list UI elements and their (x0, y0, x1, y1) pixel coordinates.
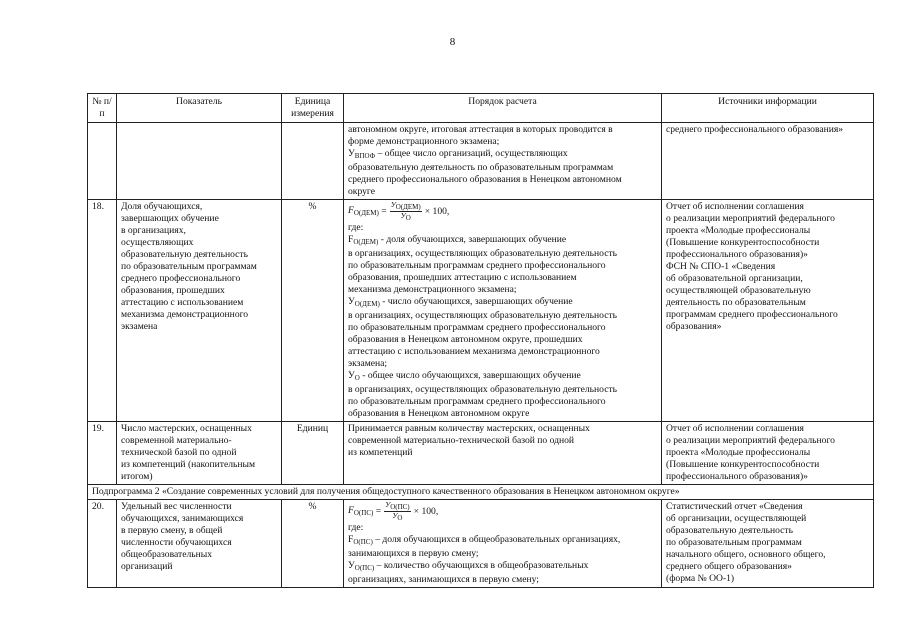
method-lines (348, 124, 657, 198)
method-lines (348, 423, 657, 459)
text-line: в организациях, (121, 225, 186, 236)
text-line: $F_{О(ПС)}$ – доля обучающихся в общеобразовательных организациях, (348, 534, 621, 546)
cell-unit: % (282, 200, 344, 422)
formula-tail: × 100, (413, 505, 439, 517)
text-line: современной материально-технической базой по одной (348, 435, 575, 446)
text-line: Отчет об исполнении соглашения (666, 201, 804, 212)
text-line: $F_{О(ДЕМ)}$ - доля обучающихся, завершающих обучение (348, 234, 567, 246)
text-line: Статистический отчет «Сведения (666, 501, 803, 512)
text-line: итогом) (121, 471, 153, 482)
text-line: ФСН № СПО-1 «Сведения (666, 261, 776, 272)
cell-indicator (117, 123, 282, 200)
text-line: (Повышение конкурентоспособности (666, 459, 820, 470)
cell-num (88, 123, 117, 200)
text-line: Удельный вес численности (121, 501, 232, 512)
header-unit: Единица измерения (282, 94, 344, 123)
text-line: по образовательным программам среднего профессионального (348, 260, 606, 271)
cell-method (344, 200, 662, 422)
text-line: среднего профессионального (121, 273, 241, 284)
text-line: образования, прошедших (121, 285, 225, 296)
text-line: общеобразовательных (121, 549, 212, 560)
header-method: Порядок расчета (344, 94, 662, 123)
text-line: $У_{О(ПС)}$ – количество обучающихся в общеобразовательных (348, 560, 589, 572)
row-number: 18. (88, 200, 117, 422)
text-line: механизма демонстрационного экзамена; (348, 284, 517, 295)
cell-method (344, 422, 662, 485)
formula (348, 201, 449, 222)
header-indicator: Показатель (117, 94, 282, 123)
table-row-20 (88, 500, 874, 588)
text-line: $У_О$ - общее число обучающихся, завершающих обучение (348, 370, 581, 382)
text-line: где: (348, 522, 364, 533)
text-line: среднего профессионального образования в Ненецком автономном (348, 174, 622, 185)
cell-sources (662, 200, 874, 422)
indicator-lines (121, 423, 277, 483)
text-line: обучающихся, занимающихся (121, 513, 244, 524)
table-header-row (88, 94, 874, 123)
table-row-19 (88, 422, 874, 485)
method-lines (348, 222, 657, 420)
equals-sign: = (373, 505, 382, 517)
text-line: по образовательным программам (666, 537, 802, 548)
text-line: по образовательным программам (121, 261, 257, 272)
text-line: аттестацию с использованием механизма демонстрационного (348, 346, 600, 357)
text-line: программам среднего профессионального (666, 309, 838, 320)
text-line: форме демонстрационного экзамена; (348, 136, 500, 147)
cell-sources (662, 422, 874, 485)
text-line: из компетенций (накопительным (121, 459, 256, 470)
text-line: Принимается равным количеству мастерских, оснащенных (348, 423, 590, 434)
text-line: Число мастерских, оснащенных (121, 423, 252, 434)
text-line: образования, прошедших аттестацию с использованием (348, 272, 577, 283)
text-line: в организациях, осуществляющих образовательную деятельность (348, 248, 618, 259)
row-number: 19. (88, 422, 117, 485)
cell-sources (662, 500, 874, 588)
method-lines (348, 522, 657, 586)
formula-fraction: $\frac{УО(ПС)}{УО}$ (385, 500, 410, 522)
text-line: организациях, занимающихся в первую смену; (348, 574, 539, 585)
text-line: проекта «Молодые профессионалы (666, 225, 811, 236)
sources-lines (666, 423, 869, 483)
row-number: 20. (88, 500, 117, 588)
formula-fraction: $\frac{\text{УО(ДЕМ)}}{УО}$ (390, 200, 421, 222)
text-line: образовательную деятельность (121, 249, 248, 260)
text-line: начального общего, основного общего, (666, 549, 826, 560)
indicators-table (87, 93, 874, 588)
cell-sources: среднего профессионального образования» (662, 123, 874, 200)
text-line: округе (348, 186, 375, 197)
text-line: образовательную деятельность по образовательным программам (348, 162, 614, 173)
text-line: Отчет об исполнении соглашения (666, 423, 804, 434)
text-line: $У_{ВПОФ}$ – общее число организаций, осуществляющих (348, 148, 568, 160)
subprogram-row (88, 485, 874, 500)
header-sources: Источники информации (662, 94, 874, 123)
subprogram-title: Подпрограмма 2 «Создание современных условий для получения общедоступного качественного образования в Ненецком автономном округе» (88, 485, 874, 500)
cell-indicator (117, 500, 282, 588)
text-line: в первую смену, в общей (121, 525, 223, 536)
sources-lines (666, 501, 869, 585)
text-line: в организациях, осуществляющих образовательную деятельность (348, 384, 618, 395)
cell-unit (282, 123, 344, 200)
text-line: (Повышение конкурентоспособности (666, 237, 820, 248)
equals-sign: = (378, 205, 387, 217)
table-row-continuation (88, 123, 874, 200)
text-line: автономном округе, итоговая аттестация в которых проводится в (348, 124, 613, 135)
table-row-18 (88, 200, 874, 422)
text-line: осуществляющей образовательную (666, 285, 811, 296)
text-line: профессионального образования)» (666, 249, 808, 260)
formula-tail: × 100, (424, 205, 450, 217)
text-line: образовательную деятельность (666, 525, 793, 536)
text-line: о реализации мероприятий федерального (666, 435, 835, 446)
text-line: численности обучающихся (121, 537, 232, 548)
text-line: образования в Ненецком автономном округе (348, 408, 530, 419)
text-line: образования» (666, 321, 722, 332)
text-line: экзамена (121, 321, 158, 332)
cell-unit: % (282, 500, 344, 588)
text-line: организаций (121, 561, 173, 572)
text-line: где: (348, 222, 364, 233)
text-line: завершающих обучение (121, 213, 219, 224)
text-line: $У_{О(ДЕМ)}$ - число обучающихся, завершающих обучение (348, 296, 573, 308)
cell-method (344, 500, 662, 588)
cell-unit: Единиц (282, 422, 344, 485)
text-line: по образовательным программам среднего профессионального (348, 322, 606, 333)
text-line: профессионального образования)» (666, 471, 808, 482)
page-number: 8 (449, 36, 456, 48)
text-line: образования в Ненецком автономном округе, прошедших (348, 334, 583, 345)
formula-lhs: $F_{О(ПС)}$ (348, 504, 374, 517)
text-line: технической базой по одной (121, 447, 237, 458)
text-line: проекта «Молодые профессионалы (666, 447, 811, 458)
cell-indicator (117, 200, 282, 422)
header-num: № п/п (88, 94, 117, 123)
text-line: (форма № ОО-1) (666, 573, 735, 584)
formula (348, 501, 438, 522)
text-line: занимающихся в первую смену; (348, 548, 479, 559)
formula-lhs: $F_{О(ДЕМ)}$ (348, 204, 379, 217)
text-line: экзамена; (348, 358, 388, 369)
sources-lines (666, 201, 869, 333)
cell-indicator (117, 422, 282, 485)
text-line: аттестацию с использованием (121, 297, 244, 308)
text-line: деятельность по образовательным (666, 297, 806, 308)
text-line: о реализации мероприятий федерального (666, 213, 835, 224)
text-line: об организации, осуществляющей (666, 513, 807, 524)
cell-method (344, 123, 662, 200)
text-line: механизма демонстрационного (121, 309, 249, 320)
text-line: среднего общего образования» (666, 561, 792, 572)
text-line: осуществляющих (121, 237, 194, 248)
indicator-lines (121, 501, 277, 573)
text-line: из компетенций (348, 447, 413, 458)
text-line: по образовательным программам среднего профессионального (348, 396, 606, 407)
text-line: Доля обучающихся, (121, 201, 203, 212)
indicator-lines (121, 201, 277, 333)
text-line: в организациях, осуществляющих образовательную деятельность (348, 310, 618, 321)
text-line: об образовательной организации, (666, 273, 803, 284)
text-line: современной материально- (121, 435, 232, 446)
